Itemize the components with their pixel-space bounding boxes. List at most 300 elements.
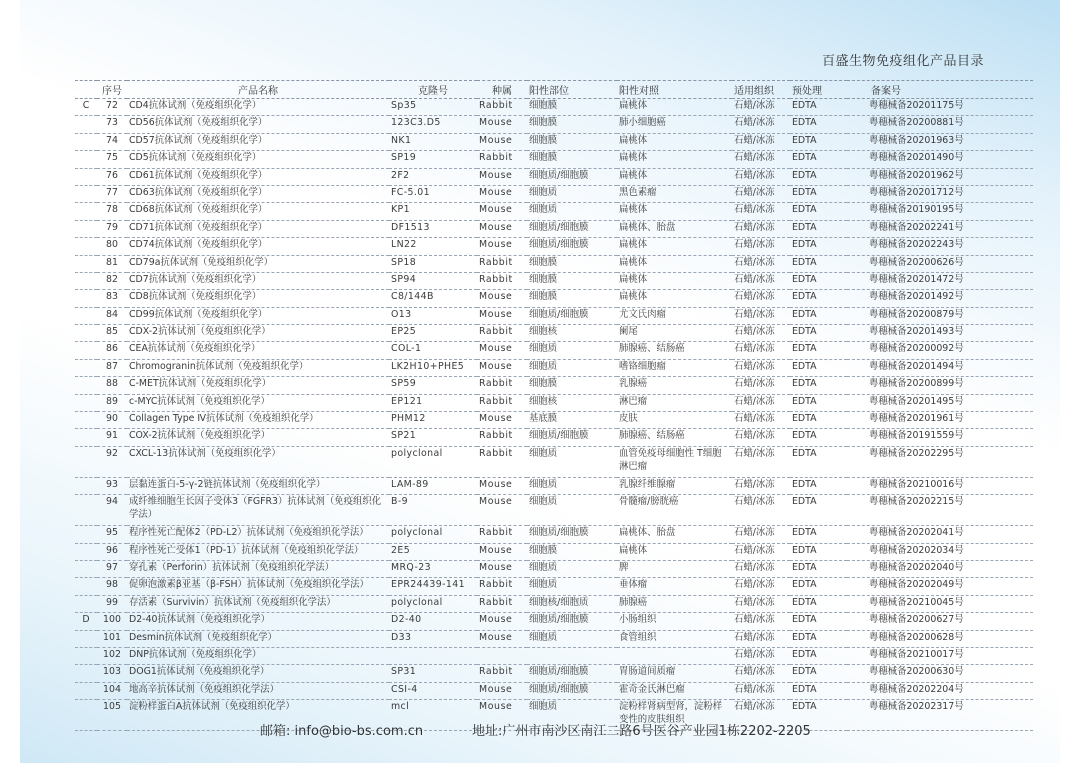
- row-clone: KP1: [389, 203, 477, 220]
- row-number: 91: [97, 429, 127, 446]
- table-row: [75, 290, 1033, 307]
- row-species: Rabbit: [477, 595, 527, 612]
- row-section-letter: [75, 543, 97, 560]
- row-positive-control: 乳腺癌: [617, 377, 732, 394]
- table-row: [75, 377, 1033, 394]
- table-row: [75, 203, 1033, 220]
- row-tissue: 石蜡/冰冻: [732, 342, 790, 359]
- row-pretreatment: EDTA: [790, 342, 847, 359]
- row-positive-site: 细胞质: [527, 630, 617, 647]
- row-registration: 粤穗械备20202040号: [847, 560, 1033, 577]
- row-positive-control: 嗜铬细胞瘤: [617, 359, 732, 376]
- row-product-name: CEA抗体试剂（免疫组织化学）: [127, 342, 389, 359]
- row-positive-control: 乳腺纤维腺瘤: [617, 477, 732, 494]
- row-section-letter: [75, 185, 97, 202]
- row-tissue: 石蜡/冰冻: [732, 578, 790, 595]
- row-species: Rabbit: [477, 446, 527, 477]
- row-positive-site: 细胞膜: [527, 133, 617, 150]
- header-positive-site: 阳性部位: [527, 81, 617, 99]
- row-number: 97: [97, 560, 127, 577]
- row-clone: SP19: [389, 151, 477, 168]
- row-clone: mcl: [389, 700, 477, 731]
- row-number: 96: [97, 543, 127, 560]
- row-product-name: c-MYC抗体试剂（免疫组织化学）: [127, 394, 389, 411]
- row-pretreatment: EDTA: [790, 99, 847, 116]
- row-section-letter: [75, 238, 97, 255]
- row-number: 92: [97, 446, 127, 477]
- row-pretreatment: EDTA: [790, 238, 847, 255]
- row-section-letter: [75, 630, 97, 647]
- row-product-name: Desmin抗体试剂（免疫组织化学）: [127, 630, 389, 647]
- row-positive-site: 细胞质: [527, 578, 617, 595]
- row-tissue: 石蜡/冰冻: [732, 133, 790, 150]
- row-clone: NK1: [389, 133, 477, 150]
- table-row: [75, 613, 1033, 630]
- row-product-name: 促卵泡激素β亚基（β-FSH）抗体试剂（免疫组织化学法）: [127, 578, 389, 595]
- row-registration: 粤穗械备20210017号: [847, 647, 1033, 664]
- row-number: 72: [97, 99, 127, 116]
- row-tissue: 石蜡/冰冻: [732, 446, 790, 477]
- row-positive-control: 胃肠道间质瘤: [617, 665, 732, 682]
- row-positive-site: 细胞膜: [527, 290, 617, 307]
- row-registration: 粤穗械备20202204号: [847, 682, 1033, 699]
- row-section-letter: [75, 665, 97, 682]
- row-clone: polyclonal: [389, 446, 477, 477]
- row-positive-site: 细胞质/细胞膜: [527, 307, 617, 324]
- row-section-letter: [75, 220, 97, 237]
- row-tissue: 石蜡/冰冻: [732, 116, 790, 133]
- row-tissue: 石蜡/冰冻: [732, 203, 790, 220]
- product-rows: [75, 99, 1033, 731]
- row-section-letter: [75, 359, 97, 376]
- row-number: 102: [97, 647, 127, 664]
- row-registration: 粤穗械备20201493号: [847, 325, 1033, 342]
- row-number: 95: [97, 526, 127, 543]
- table-row: [75, 394, 1033, 411]
- row-positive-site: 细胞质: [527, 342, 617, 359]
- row-species: Rabbit: [477, 578, 527, 595]
- row-product-name: Collagen Type Ⅳ抗体试剂（免疫组织化学）: [127, 412, 389, 429]
- row-positive-control: 肺腺癌、结肠癌: [617, 342, 732, 359]
- row-positive-site: 细胞质/细胞膜: [527, 665, 617, 682]
- row-product-name: CD8抗体试剂（免疫组织化学）: [127, 290, 389, 307]
- row-pretreatment: EDTA: [790, 613, 847, 630]
- row-tissue: 石蜡/冰冻: [732, 151, 790, 168]
- row-tissue: 石蜡/冰冻: [732, 665, 790, 682]
- row-pretreatment: EDTA: [790, 682, 847, 699]
- row-number: 93: [97, 477, 127, 494]
- row-positive-control: 肺腺癌: [617, 595, 732, 612]
- row-registration: 粤穗械备20200627号: [847, 613, 1033, 630]
- row-clone: 123C3.D5: [389, 116, 477, 133]
- row-positive-control: 扁桃体: [617, 151, 732, 168]
- row-product-name: CD63抗体试剂（免疫组织化学）: [127, 185, 389, 202]
- row-positive-site: 细胞质: [527, 700, 617, 731]
- row-species: Mouse: [477, 307, 527, 324]
- row-tissue: 石蜡/冰冻: [732, 700, 790, 731]
- row-positive-site: 细胞质/细胞膜: [527, 238, 617, 255]
- table-row: [75, 429, 1033, 446]
- row-positive-control: 小肠组织: [617, 613, 732, 630]
- row-clone: PHM12: [389, 412, 477, 429]
- row-positive-site: 细胞膜: [527, 116, 617, 133]
- row-species: Rabbit: [477, 665, 527, 682]
- row-clone: CSI-4: [389, 682, 477, 699]
- row-clone: O13: [389, 307, 477, 324]
- row-pretreatment: EDTA: [790, 429, 847, 446]
- table-row: [75, 116, 1033, 133]
- row-tissue: 石蜡/冰冻: [732, 272, 790, 289]
- row-section-letter: [75, 700, 97, 731]
- row-tissue: 石蜡/冰冻: [732, 429, 790, 446]
- row-positive-site: 细胞质: [527, 560, 617, 577]
- row-clone: 2E5: [389, 543, 477, 560]
- row-positive-site: 细胞质/细胞膜: [527, 613, 617, 630]
- row-tissue: 石蜡/冰冻: [732, 394, 790, 411]
- row-species: Rabbit: [477, 526, 527, 543]
- row-tissue: 石蜡/冰冻: [732, 495, 790, 526]
- row-section-letter: [75, 477, 97, 494]
- row-clone: C8/144B: [389, 290, 477, 307]
- row-product-name: 存活素（Survivin）抗体试剂（免疫组织化学法）: [127, 595, 389, 612]
- row-section-letter: [75, 578, 97, 595]
- row-number: 89: [97, 394, 127, 411]
- row-positive-control: 淀粉样肾病型肾，淀粉样变性的皮肤组织: [617, 700, 732, 731]
- row-tissue: 石蜡/冰冻: [732, 595, 790, 612]
- row-clone: LN22: [389, 238, 477, 255]
- catalog-title: 百盛生物免疫组化产品目录: [821, 54, 984, 69]
- row-tissue: 石蜡/冰冻: [732, 307, 790, 324]
- row-tissue: 石蜡/冰冻: [732, 613, 790, 630]
- table-row: [75, 665, 1033, 682]
- row-tissue: 石蜡/冰冻: [732, 238, 790, 255]
- row-species: Rabbit: [477, 255, 527, 272]
- row-registration: 粤穗械备20201494号: [847, 359, 1033, 376]
- row-product-name: D2-40抗体试剂（免疫组织化学）: [127, 613, 389, 630]
- row-positive-site: 基底膜: [527, 412, 617, 429]
- row-section-letter: C: [75, 99, 97, 116]
- row-positive-site: 细胞质: [527, 477, 617, 494]
- table-row: [75, 307, 1033, 324]
- row-product-name: CXCL-13抗体试剂（免疫组织化学）: [127, 446, 389, 477]
- table-row: [75, 185, 1033, 202]
- header-tissue: 适用组织: [732, 81, 790, 99]
- row-product-name: 穿孔素（Perforin）抗体试剂（免疫组织化学法）: [127, 560, 389, 577]
- row-positive-control: 扁桃体: [617, 543, 732, 560]
- row-positive-control: 霍奇金氏淋巴瘤: [617, 682, 732, 699]
- row-registration: 粤穗械备20200628号: [847, 630, 1033, 647]
- row-positive-control: 阑尾: [617, 325, 732, 342]
- row-positive-control: [617, 647, 732, 664]
- row-clone: EP25: [389, 325, 477, 342]
- row-pretreatment: EDTA: [790, 203, 847, 220]
- row-positive-site: 细胞质/细胞膜: [527, 682, 617, 699]
- row-species: Mouse: [477, 185, 527, 202]
- footer-email: 邮箱: info@bio-bs.com.cn: [260, 724, 424, 739]
- row-registration: 粤穗械备20201963号: [847, 133, 1033, 150]
- row-tissue: 石蜡/冰冻: [732, 630, 790, 647]
- row-clone: [389, 647, 477, 664]
- row-product-name: C-MET抗体试剂（免疫组织化学）: [127, 377, 389, 394]
- row-pretreatment: EDTA: [790, 630, 847, 647]
- row-number: 105: [97, 700, 127, 731]
- row-tissue: 石蜡/冰冻: [732, 185, 790, 202]
- row-registration: 粤穗械备20201962号: [847, 168, 1033, 185]
- row-registration: 粤穗械备20201712号: [847, 185, 1033, 202]
- row-section-letter: [75, 526, 97, 543]
- row-positive-site: 细胞核: [527, 394, 617, 411]
- row-clone: SP59: [389, 377, 477, 394]
- row-positive-control: 皮肤: [617, 412, 732, 429]
- product-table: [75, 80, 1033, 731]
- header-registration: 备案号: [847, 81, 1033, 99]
- row-clone: B-9: [389, 495, 477, 526]
- row-positive-control: 扁桃体: [617, 133, 732, 150]
- row-species: Mouse: [477, 133, 527, 150]
- row-pretreatment: EDTA: [790, 647, 847, 664]
- row-product-name: 程序性死亡受体1（PD-1）抗体试剂（免疫组织化学法）: [127, 543, 389, 560]
- row-pretreatment: EDTA: [790, 595, 847, 612]
- header-clone: 克隆号: [389, 81, 477, 99]
- row-number: 79: [97, 220, 127, 237]
- row-pretreatment: EDTA: [790, 526, 847, 543]
- row-product-name: Chromogranin抗体试剂（免疫组织化学）: [127, 359, 389, 376]
- row-species: Rabbit: [477, 99, 527, 116]
- table-row: [75, 359, 1033, 376]
- row-tissue: 石蜡/冰冻: [732, 290, 790, 307]
- row-pretreatment: EDTA: [790, 495, 847, 526]
- row-registration: 粤穗械备20202041号: [847, 526, 1033, 543]
- row-registration: 粤穗械备20200879号: [847, 307, 1033, 324]
- row-section-letter: [75, 342, 97, 359]
- row-species: Rabbit: [477, 325, 527, 342]
- row-registration: 粤穗械备20210045号: [847, 595, 1033, 612]
- row-pretreatment: EDTA: [790, 543, 847, 560]
- table-row: [75, 220, 1033, 237]
- row-product-name: CD7抗体试剂（免疫组织化学）: [127, 272, 389, 289]
- row-registration: 粤穗械备20202295号: [847, 446, 1033, 477]
- row-pretreatment: EDTA: [790, 116, 847, 133]
- row-pretreatment: EDTA: [790, 412, 847, 429]
- row-tissue: 石蜡/冰冻: [732, 99, 790, 116]
- row-species: Mouse: [477, 116, 527, 133]
- row-tissue: 石蜡/冰冻: [732, 477, 790, 494]
- row-pretreatment: EDTA: [790, 307, 847, 324]
- row-tissue: 石蜡/冰冻: [732, 220, 790, 237]
- row-section-letter: [75, 168, 97, 185]
- row-pretreatment: EDTA: [790, 477, 847, 494]
- row-species: Mouse: [477, 613, 527, 630]
- row-registration: 粤穗械备20202241号: [847, 220, 1033, 237]
- table-row: [75, 272, 1033, 289]
- row-number: 82: [97, 272, 127, 289]
- row-product-name: DNP抗体试剂（免疫组织化学）: [127, 647, 389, 664]
- row-product-name: CD56抗体试剂（免疫组织化学）: [127, 116, 389, 133]
- row-section-letter: [75, 255, 97, 272]
- row-pretreatment: EDTA: [790, 168, 847, 185]
- row-positive-control: 扁桃体: [617, 255, 732, 272]
- row-clone: FC-5.01: [389, 185, 477, 202]
- row-section-letter: [75, 151, 97, 168]
- row-registration: 粤穗械备20201492号: [847, 290, 1033, 307]
- row-positive-control: 食管组织: [617, 630, 732, 647]
- row-registration: 粤穗械备20200626号: [847, 255, 1033, 272]
- header-positive-control: 阳性对照: [617, 81, 732, 99]
- row-species: Rabbit: [477, 272, 527, 289]
- row-section-letter: [75, 116, 97, 133]
- row-pretreatment: EDTA: [790, 185, 847, 202]
- row-number: 94: [97, 495, 127, 526]
- row-positive-control: 扁桃体、胎盘: [617, 220, 732, 237]
- row-pretreatment: EDTA: [790, 665, 847, 682]
- row-tissue: 石蜡/冰冻: [732, 255, 790, 272]
- row-number: 76: [97, 168, 127, 185]
- row-product-name: CDX-2抗体试剂（免疫组织化学）: [127, 325, 389, 342]
- row-clone: EPR24439-141: [389, 578, 477, 595]
- row-clone: SP31: [389, 665, 477, 682]
- row-number: 88: [97, 377, 127, 394]
- row-tissue: 石蜡/冰冻: [732, 560, 790, 577]
- row-positive-control: 扁桃体: [617, 168, 732, 185]
- row-species: Mouse: [477, 630, 527, 647]
- row-positive-control: 扁桃体、胎盘: [617, 526, 732, 543]
- row-species: Mouse: [477, 412, 527, 429]
- row-number: 75: [97, 151, 127, 168]
- row-clone: Sp35: [389, 99, 477, 116]
- row-pretreatment: EDTA: [790, 377, 847, 394]
- row-registration: 粤穗械备20201175号: [847, 99, 1033, 116]
- row-number: 83: [97, 290, 127, 307]
- row-species: Rabbit: [477, 377, 527, 394]
- row-pretreatment: EDTA: [790, 325, 847, 342]
- header-product-name: 产品名称: [127, 81, 389, 99]
- row-positive-control: 肺小细胞癌: [617, 116, 732, 133]
- row-registration: 粤穗械备20200092号: [847, 342, 1033, 359]
- row-section-letter: D: [75, 613, 97, 630]
- row-registration: 粤穗械备20201472号: [847, 272, 1033, 289]
- row-number: 90: [97, 412, 127, 429]
- row-section-letter: [75, 203, 97, 220]
- row-positive-site: 细胞核/细胞质: [527, 595, 617, 612]
- row-species: Mouse: [477, 682, 527, 699]
- row-pretreatment: EDTA: [790, 700, 847, 731]
- row-tissue: 石蜡/冰冻: [732, 682, 790, 699]
- row-clone: 2F2: [389, 168, 477, 185]
- row-positive-control: 黑色素瘤: [617, 185, 732, 202]
- row-clone: COL-1: [389, 342, 477, 359]
- table-row: [75, 151, 1033, 168]
- header-number: 序号: [97, 81, 127, 99]
- row-species: Mouse: [477, 220, 527, 237]
- row-clone: DF1513: [389, 220, 477, 237]
- footer-address: 地址:广州市南沙区南江二路6号医谷产业园1栋2202-2205: [472, 724, 811, 739]
- table-row: [75, 495, 1033, 526]
- row-pretreatment: EDTA: [790, 578, 847, 595]
- row-section-letter: [75, 290, 97, 307]
- row-registration: 粤穗械备20210016号: [847, 477, 1033, 494]
- row-species: Mouse: [477, 700, 527, 731]
- header-pretreatment: 预处理: [790, 81, 847, 99]
- row-number: 85: [97, 325, 127, 342]
- row-clone: SP18: [389, 255, 477, 272]
- row-pretreatment: EDTA: [790, 255, 847, 272]
- row-positive-control: 血管免疫母细胞性 T细胞淋巴瘤: [617, 446, 732, 477]
- row-pretreatment: EDTA: [790, 394, 847, 411]
- table-row: [75, 446, 1033, 477]
- table-row: [75, 255, 1033, 272]
- row-positive-control: 扁桃体: [617, 99, 732, 116]
- row-tissue: 石蜡/冰冻: [732, 526, 790, 543]
- table-row: [75, 325, 1033, 342]
- row-product-name: 地高辛抗体试剂（免疫组织化学法）: [127, 682, 389, 699]
- row-product-name: CD99抗体试剂（免疫组织化学）: [127, 307, 389, 324]
- row-species: Mouse: [477, 543, 527, 560]
- row-product-name: CD57抗体试剂（免疫组织化学）: [127, 133, 389, 150]
- row-clone: D33: [389, 630, 477, 647]
- row-section-letter: [75, 560, 97, 577]
- row-species: Mouse: [477, 477, 527, 494]
- table-row: [75, 99, 1033, 116]
- row-pretreatment: EDTA: [790, 290, 847, 307]
- row-tissue: 石蜡/冰冻: [732, 168, 790, 185]
- row-section-letter: [75, 272, 97, 289]
- table-row: [75, 526, 1033, 543]
- row-positive-control: 尤文氏肉瘤: [617, 307, 732, 324]
- row-tissue: 石蜡/冰冻: [732, 647, 790, 664]
- row-registration: 粤穗械备20202215号: [847, 495, 1033, 526]
- row-clone: EP121: [389, 394, 477, 411]
- row-positive-control: 脾: [617, 560, 732, 577]
- table-row: [75, 342, 1033, 359]
- row-section-letter: [75, 394, 97, 411]
- table-row: [75, 595, 1033, 612]
- row-section-letter: [75, 595, 97, 612]
- row-positive-site: 细胞质/细胞膜: [527, 429, 617, 446]
- row-positive-site: 细胞膜: [527, 99, 617, 116]
- row-product-name: CD61抗体试剂（免疫组织化学）: [127, 168, 389, 185]
- row-section-letter: [75, 429, 97, 446]
- row-registration: 粤穗械备20201490号: [847, 151, 1033, 168]
- row-section-letter: [75, 682, 97, 699]
- row-product-name: 程序性死亡配体2（PD-L2）抗体试剂（免疫组织化学法）: [127, 526, 389, 543]
- row-registration: 粤穗械备20202034号: [847, 543, 1033, 560]
- table-header-row: [75, 81, 1033, 99]
- row-positive-site: 细胞质/细胞膜: [527, 168, 617, 185]
- row-positive-site: 细胞膜: [527, 151, 617, 168]
- row-species: Mouse: [477, 342, 527, 359]
- row-positive-control: 肺腺癌、结肠癌: [617, 429, 732, 446]
- row-positive-site: 细胞核: [527, 325, 617, 342]
- row-number: 100: [97, 613, 127, 630]
- row-positive-control: 垂体瘤: [617, 578, 732, 595]
- row-number: 101: [97, 630, 127, 647]
- row-species: Rabbit: [477, 151, 527, 168]
- row-pretreatment: EDTA: [790, 446, 847, 477]
- row-clone: polyclonal: [389, 526, 477, 543]
- row-species: Mouse: [477, 359, 527, 376]
- row-clone: LK2H10+PHE5: [389, 359, 477, 376]
- row-registration: 粤穗械备20202317号: [847, 700, 1033, 731]
- row-positive-site: 细胞质: [527, 185, 617, 202]
- row-species: Rabbit: [477, 429, 527, 446]
- row-positive-site: 细胞质/细胞膜: [527, 220, 617, 237]
- row-product-name: 淀粉样蛋白A抗体试剂（免疫组织化学）: [127, 700, 389, 731]
- row-number: 99: [97, 595, 127, 612]
- row-species: Mouse: [477, 290, 527, 307]
- row-positive-site: 细胞质: [527, 359, 617, 376]
- row-positive-control: 骨髓瘤/膀胱癌: [617, 495, 732, 526]
- row-positive-site: 细胞膜: [527, 377, 617, 394]
